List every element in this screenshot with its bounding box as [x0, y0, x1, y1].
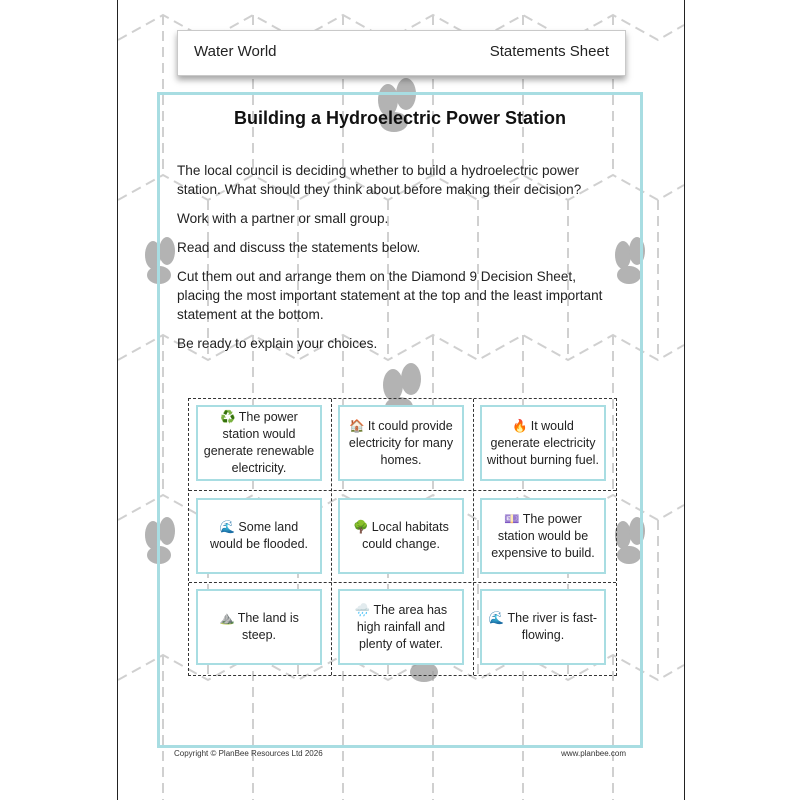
statement-card	[480, 589, 606, 665]
instruction-paragraph: Read and discuss the statements below.	[177, 240, 421, 255]
fire-icon: 🔥	[512, 418, 528, 433]
instruction-paragraph: Cut them out and arrange them on the Diamond 9 Decision Sheet, placing the most important statement at the top and the least important statement at the bottom.	[177, 269, 603, 322]
statement-text: It could provide electricity for many homes.	[348, 418, 454, 467]
instruction-paragraph: Be ready to explain your choices.	[177, 336, 378, 351]
money-icon: 💷	[504, 511, 520, 526]
statement-card	[338, 405, 464, 481]
statement-text: It would generate electricity without burning fuel.	[487, 418, 599, 467]
statement-card	[480, 498, 606, 574]
statement-text: The area has high rainfall and plenty of water.	[356, 602, 448, 651]
cut-line	[189, 490, 616, 491]
statement-card	[196, 589, 322, 665]
page-title: Building a Hydroelectric Power Station	[233, 108, 567, 128]
cut-line	[331, 399, 332, 675]
intro-paragraph: The local council is deciding whether to build a hydroelectric power station. What should they think about before making their decision?	[177, 163, 582, 197]
statement-text: The power station would be expensive to build.	[491, 511, 595, 560]
copyright-notice: Copyright © PlanBee Resources Ltd 2026	[174, 749, 323, 758]
statement-cutout-grid	[188, 398, 617, 676]
cut-line	[473, 399, 474, 675]
statement-text: The power station would generate renewable electricity.	[203, 410, 315, 475]
statement-card	[196, 405, 322, 481]
statement-text: The river is fast-flowing.	[507, 611, 598, 642]
wave-icon: 🌊	[219, 520, 236, 534]
sheet-type-label: Statements Sheet	[489, 43, 609, 60]
wave-icon: 🌊	[488, 611, 505, 625]
recycle-icon: ♻️	[220, 410, 236, 424]
statement-card	[338, 589, 464, 665]
house-icon: 🏠	[349, 418, 365, 433]
website-label: www.planbee.com	[561, 749, 626, 758]
header-banner	[177, 30, 626, 76]
mountain-icon: ⛰️	[219, 611, 235, 625]
rain-cloud-icon: 🌧️	[354, 602, 371, 617]
topic-label: Water World	[194, 43, 277, 60]
statement-card	[338, 498, 464, 574]
statement-card	[480, 405, 606, 481]
tree-icon: 🌳	[353, 520, 369, 534]
statement-card	[196, 498, 322, 574]
cut-line	[189, 582, 616, 583]
statement-text: The land is steep.	[237, 611, 299, 642]
statement-text: Some land would be flooded.	[210, 520, 308, 551]
statement-text: Local habitats could change.	[362, 520, 449, 551]
instruction-paragraph: Work with a partner or small group.	[177, 211, 389, 226]
worksheet-page	[117, 0, 685, 800]
